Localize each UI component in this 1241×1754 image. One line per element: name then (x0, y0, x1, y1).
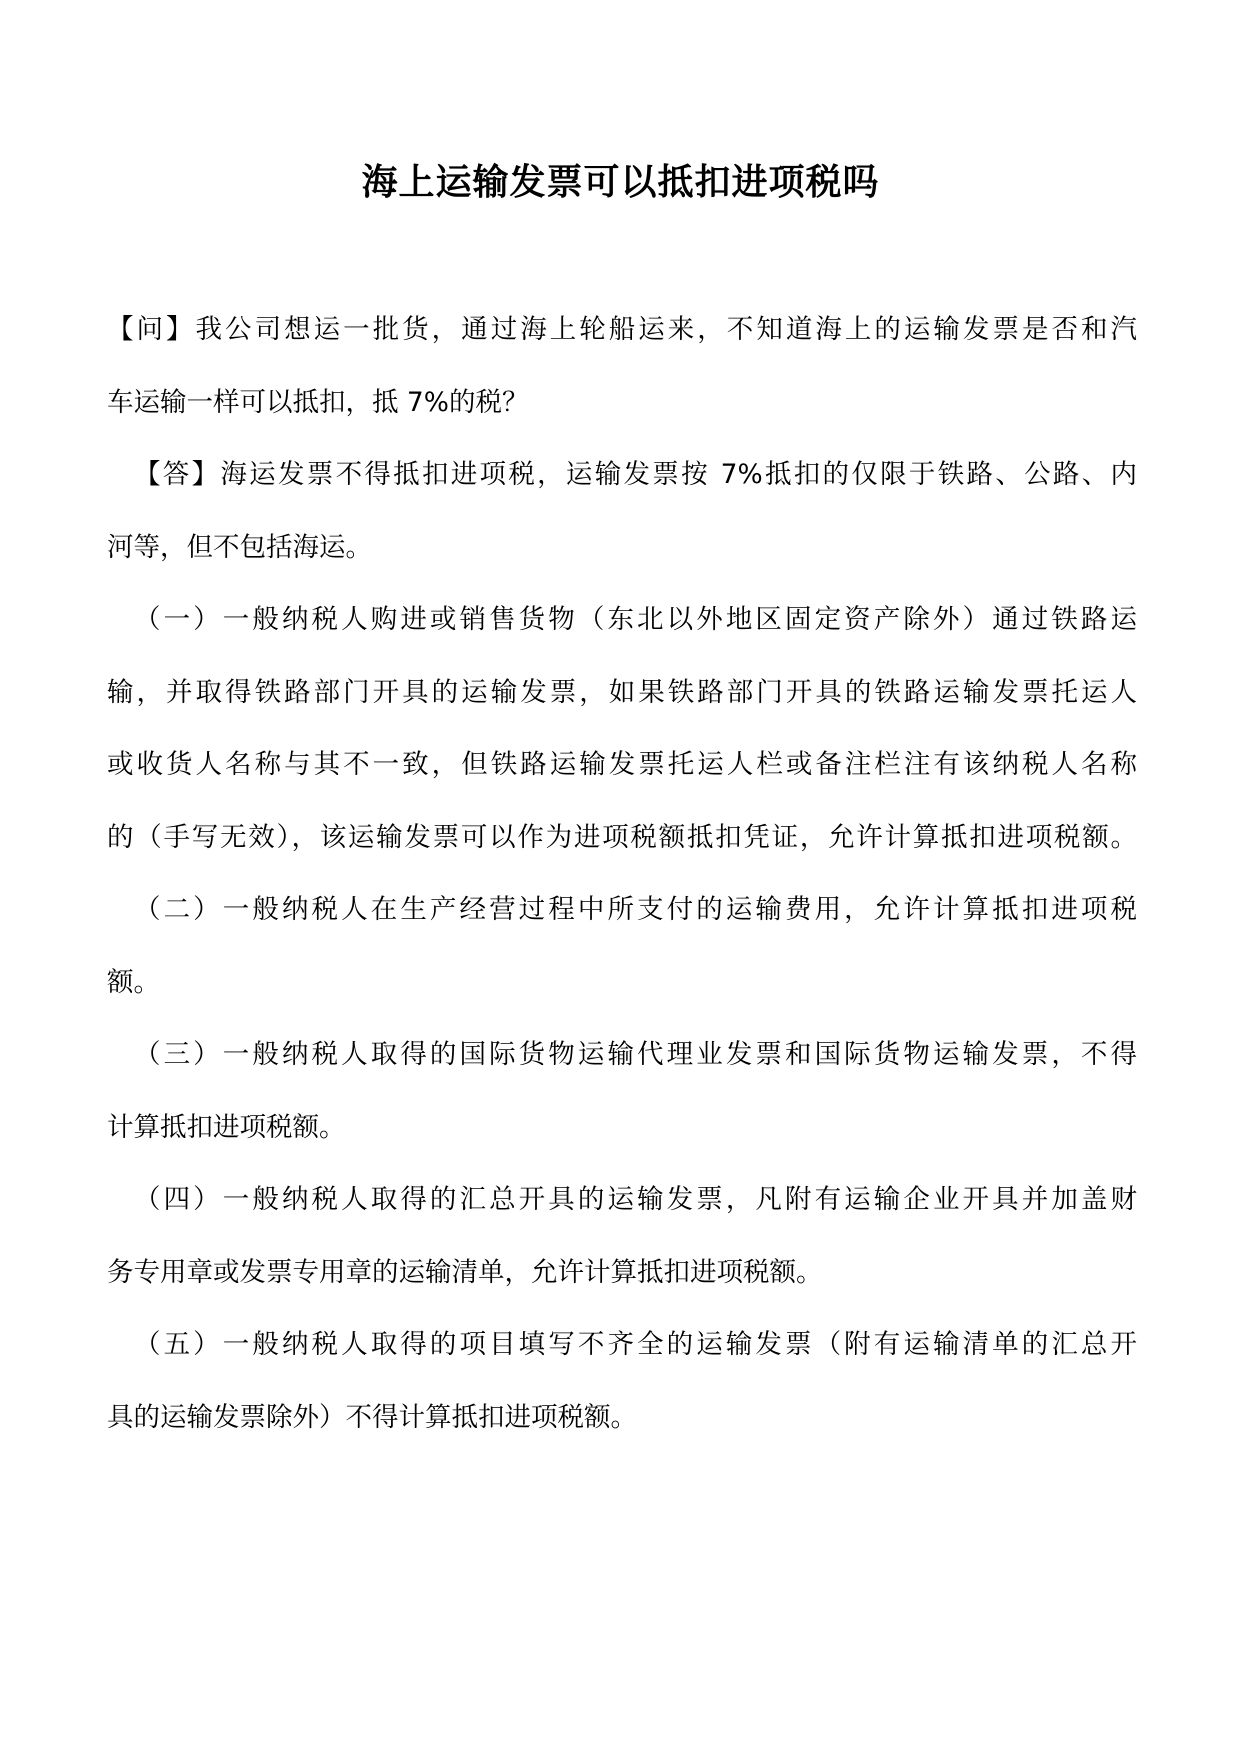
item-line: 输，并取得铁路部门开具的运输发票，如果铁路部门开具的铁路运输发票托运人 (107, 677, 1137, 708)
answer-line: 【答】海运发票不得抵扣进项税，运输发票按 7%抵扣的仅限于铁路、公路、内 (134, 459, 1137, 490)
item-line: （三）一般纳税人取得的国际货物运输代理业发票和国际货物运输发票，不得 (134, 1039, 1137, 1070)
item-line: （二）一般纳税人在生产经营过程中所支付的运输费用，允许计算抵扣进项税 (134, 894, 1137, 925)
item-line: （四）一般纳税人取得的汇总开具的运输发票，凡附有运输企业开具并加盖财 (134, 1184, 1137, 1215)
document-title: 海上运输发票可以抵扣进项税吗 (361, 162, 880, 203)
item-line: （一）一般纳税人购进或销售货物（东北以外地区固定资产除外）通过铁路运 (134, 604, 1137, 635)
item-line: 额。 (107, 967, 160, 998)
question-line: 【问】我公司想运一批货，通过海上轮船运来，不知道海上的运输发票是否和汽 (107, 314, 1137, 345)
item-line: 或收货人名称与其不一致，但铁路运输发票托运人栏或备注栏注有该纳税人名称 (107, 749, 1137, 780)
answer-line: 河等，但不包括海运。 (107, 532, 372, 563)
item-line: 计算抵扣进项税额。 (107, 1112, 346, 1143)
question-line: 车运输一样可以抵扣，抵 7%的税？ (107, 387, 529, 418)
item-line: 务专用章或发票专用章的运输清单，允许计算抵扣进项税额。 (107, 1257, 823, 1288)
item-line: （五）一般纳税人取得的项目填写不齐全的运输发票（附有运输清单的汇总开 (134, 1329, 1137, 1360)
item-line: 具的运输发票除外）不得计算抵扣进项税额。 (107, 1402, 637, 1433)
item-line: 的（手写无效），该运输发票可以作为进项税额抵扣凭证，允许计算抵扣进项税额。 (107, 822, 1137, 853)
